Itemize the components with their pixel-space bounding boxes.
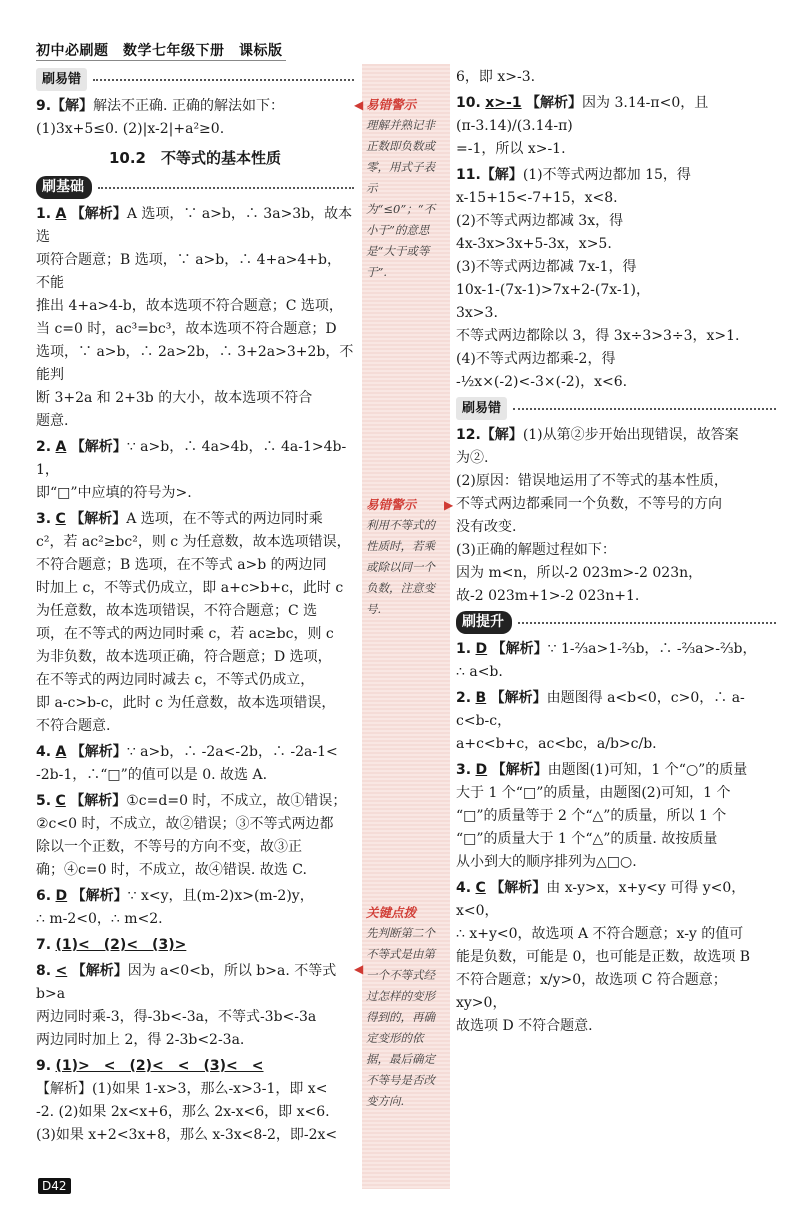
answer-item xyxy=(36,436,354,505)
text-line: C xyxy=(55,511,66,527)
side-note xyxy=(362,494,450,620)
text-line: 【解析】 xyxy=(491,641,548,657)
answer-item xyxy=(456,424,776,608)
text-line: 10x-1-(7x-1)>7x+2-(7x-1)， xyxy=(456,282,650,298)
text-line: “□”的质量大于 1 个“△”的质量. 故按质量 xyxy=(456,831,718,847)
text-line: 【解析】 xyxy=(71,888,128,904)
text-line: 【解】 xyxy=(51,98,94,114)
text-line: a+c<b+c，ac<bc，a/b>c/b. xyxy=(456,736,657,752)
answer-item xyxy=(36,790,354,882)
text-line: -½x×(-2)<-3×(-2)，x<6. xyxy=(456,374,628,390)
answer-item xyxy=(36,960,354,1052)
text-line: 7. xyxy=(36,937,52,953)
pointer-arrow-icon: ◀ xyxy=(354,962,364,976)
text-line: 项，在不等式的两边同时乘 c，若 ac≥bc，则 c xyxy=(36,626,334,642)
side-note xyxy=(362,902,450,1112)
text-line: 大于 1 个“□”的质量，由题图(2)可知，1 个 xyxy=(456,785,731,801)
text-line: (4)不等式两边都乘-2，得 xyxy=(456,351,616,367)
answer-item xyxy=(36,203,354,433)
text-line: 【解析】 xyxy=(71,963,128,979)
text-line: C xyxy=(475,880,486,896)
text-line: ∵ 1-⅔a>1-⅔b，∴ -⅔a>-⅔b， xyxy=(547,641,757,657)
text-line: 故选项 D 不符合题意. xyxy=(456,1018,593,1034)
dotted-rule xyxy=(98,187,354,189)
text-line: (1)从第②步开始出现错误，故答案 xyxy=(522,427,739,443)
text-line: 因为 3.14-π<0，且(π-3.14)/(3.14-π) xyxy=(456,95,709,134)
header-rule xyxy=(36,60,286,61)
section-label: 刷易错 xyxy=(36,68,87,91)
text-line: 两边同时乘-3，得-3b<-3a，不等式-3b<-3a xyxy=(36,1009,317,1025)
text-line: 从小到大的顺序排列为△□○. xyxy=(456,854,637,870)
text-line: 因为 m<n，所以-2 023m>-2 023n， xyxy=(456,565,703,581)
text-line: (2)原因：错误地运用了不等式的基本性质， xyxy=(456,473,728,489)
answer-item xyxy=(36,95,354,141)
text-line: 【解析】 xyxy=(490,690,547,706)
section-label: 刷易错 xyxy=(456,397,507,420)
text-line: 5. xyxy=(36,793,52,809)
text-line: 由题图(1)可知，1 个“○”的质量 xyxy=(547,762,748,778)
answer-item xyxy=(456,877,776,1038)
text-line: 3x>3. xyxy=(456,305,498,321)
text-line: 【解析】 xyxy=(70,439,127,455)
answer-item xyxy=(456,66,776,89)
text-line: 项符合题意；B 选项，∵ a>b，∴ 4+a>4+b，不能 xyxy=(36,252,341,291)
text-line: A xyxy=(55,439,67,455)
text-line: 确；④c=0 时，不成立，故④错误. 故选 C. xyxy=(36,862,307,878)
side-note-text: 先判断第二个不等式是由第一个不等式经过怎样的变形得到的，再确定变形的依据，最后确定不等号是否改变方向. xyxy=(366,926,435,1108)
answer-item xyxy=(456,638,776,684)
text-line: ∴ x+y<0，故选项 A 不符合题意；x-y 的值可 xyxy=(456,926,744,942)
text-line: 能是负数，可能是 0，也可能是正数，故选项 B xyxy=(456,949,751,965)
page-header: 初中必刷题 数学七年级下册 课标版 xyxy=(36,43,283,59)
text-line: 在不等式的两边同时减去 c，不等式仍成立， xyxy=(36,672,315,688)
text-line: 【解析】 xyxy=(526,95,583,111)
text-line: 6. xyxy=(36,888,52,904)
text-line: 因为 a<0<b，所以 b>a. 不等式 b>a xyxy=(36,963,337,1002)
text-line: 【解析】 xyxy=(491,762,548,778)
text-line: 不等式两边都除以 3，得 3x÷3>3÷3，x>1. xyxy=(456,328,740,344)
text-line: 不等式两边都乘同一个负数，不等号的方向 xyxy=(456,496,722,512)
text-line: ∴ m-2<0，∴ m<2. xyxy=(36,911,163,927)
text-line: < xyxy=(55,963,68,979)
margin-notes-strip xyxy=(362,64,450,1189)
section-bar-tisheng xyxy=(456,611,776,634)
section-bar-yicuo xyxy=(456,397,776,420)
answer-item xyxy=(456,687,776,756)
text-line: (1)3x+5≤0. (2)|x-2|+a²≥0. xyxy=(36,121,225,137)
answer-item xyxy=(36,741,354,787)
text-line: 2. xyxy=(36,439,52,455)
text-line: 推出 4+a>4-b，故本选项不符合题意；C 选项， xyxy=(36,298,343,314)
text-line: 不符合题意；B 选项，在不等式 a>b 的两边同 xyxy=(36,557,327,573)
text-line: 10. xyxy=(456,95,481,111)
text-line: D xyxy=(55,888,68,904)
text-line: (2)不等式两边都减 3x，得 xyxy=(456,213,624,229)
text-line: B xyxy=(475,690,487,706)
text-line: 当 c=0 时，ac³=bc³，故本选项不符合题意；D xyxy=(36,321,337,337)
text-line: 除以一个正数，不等号的方向不变，故③正 xyxy=(36,839,302,855)
text-line: 【解析】 xyxy=(70,206,127,222)
text-line: (1)不等式两边都加 15，得 xyxy=(522,167,691,183)
text-line: x>-1 xyxy=(485,95,522,111)
answer-item xyxy=(456,164,776,394)
text-line: 4. xyxy=(36,744,52,760)
page-number: D42 xyxy=(38,1178,71,1194)
left-column xyxy=(36,66,354,1150)
text-line: A 选项，∵ a>b，∴ 3a>3b，故本选 xyxy=(36,206,353,245)
pointer-arrow-icon: ▶ xyxy=(444,498,454,512)
text-line: -2. (2)如果 2x<x+6，那么 2x-x<6，即 x<6. xyxy=(36,1104,330,1120)
text-line: c²，若 ac²≥bc²，则 c 为任意数，故本选项错误， xyxy=(36,534,351,550)
text-line: 为②. xyxy=(456,450,489,466)
text-line: 4x-3x>3x+5-3x，x>5. xyxy=(456,236,612,252)
answer-item xyxy=(36,1055,354,1147)
side-note-title: 关键点拨 xyxy=(366,905,417,920)
answer-item xyxy=(456,759,776,874)
text-line: A xyxy=(55,206,67,222)
text-line: 【解】 xyxy=(480,167,523,183)
text-line: 由 x-y>x，x+y<y 可得 y<0，x<0， xyxy=(456,880,746,919)
side-note xyxy=(362,94,450,283)
text-line: ①c=d=0 时，不成立，故①错误； xyxy=(126,793,347,809)
text-line: 题意. xyxy=(36,413,69,429)
text-line: 12. xyxy=(456,427,481,443)
text-line: 选项，∵ a>b，∴ 2a>2b，∴ 3+2a>3+2b，不能判 xyxy=(36,344,354,383)
text-line: ∵ a>b，∴ -2a<-2b，∴ -2a-1< xyxy=(126,744,338,760)
text-line: 3. xyxy=(456,762,472,778)
text-line: 由题图得 a<b<0，c>0，∴ a-c<b-c， xyxy=(456,690,745,729)
text-line: 【解析】(1)如果 1-x>3，那么-x>3-1，即 x< xyxy=(36,1081,328,1097)
side-note-text: 理解并熟记非正数即负数或零，用式子表示为“≤0”；“不小于”的意思是“大于或等于”. xyxy=(366,118,436,279)
answer-item xyxy=(456,92,776,161)
answer-item xyxy=(36,885,354,931)
text-line: ∵ x<y，且(m-2)x>(m-2)y， xyxy=(127,888,314,904)
text-line: 【解析】 xyxy=(70,744,127,760)
text-line: 3. xyxy=(36,511,52,527)
section-label: 刷提升 xyxy=(456,611,512,634)
text-line: 11. xyxy=(456,167,481,183)
text-line: (3)正确的解题过程如下： xyxy=(456,542,616,558)
text-line: x-15+15<-7+15，x<8. xyxy=(456,190,618,206)
text-line: A xyxy=(55,744,67,760)
text-line: A 选项，在不等式的两边同时乘 xyxy=(126,511,323,527)
text-line: (1)> < (2)< < (3)< < xyxy=(55,1058,264,1074)
section-bar-jichu xyxy=(36,176,354,199)
text-line: ②c<0 时，不成立，故②错误；③不等式两边都 xyxy=(36,816,334,832)
answer-item xyxy=(36,508,354,738)
side-note-title: 易错警示 xyxy=(366,497,417,512)
section-title: 10.2 不等式的基本性质 xyxy=(108,149,281,167)
text-line: ∵ a>b，∴ 4a>4b，∴ 4a-1>4b-1， xyxy=(36,439,347,478)
side-note-text: 利用不等式的性质时，若乘或除以同一个负数，注意变号. xyxy=(366,518,435,616)
text-line: 8. xyxy=(36,963,52,979)
text-line: 故-2 023m+1>-2 023n+1. xyxy=(456,588,640,604)
text-line: ∴ a<b. xyxy=(456,664,503,680)
section-label: 刷基础 xyxy=(36,176,92,199)
text-line: 9. xyxy=(36,98,52,114)
dotted-rule xyxy=(93,79,354,81)
text-line: (3)如果 x+2<3x+8，那么 x-3x<8-2，即-2x< xyxy=(36,1127,338,1143)
text-line: 不符合题意. xyxy=(36,718,111,734)
text-line: 不符合题意；x/y>0，故选项 C 符合题意；xy>0， xyxy=(456,972,727,1011)
text-line: D xyxy=(475,762,488,778)
text-line: 解法不正确. 正确的解法如下： xyxy=(93,98,284,114)
text-line: 【解析】 xyxy=(70,511,127,527)
answer-item xyxy=(36,934,354,957)
text-line: 【解析】 xyxy=(490,880,547,896)
text-line: 【解】 xyxy=(480,427,523,443)
text-line: 1. xyxy=(36,206,52,222)
pointer-arrow-icon: ◀ xyxy=(354,98,364,112)
dotted-rule xyxy=(513,408,776,410)
dotted-rule xyxy=(518,622,776,624)
text-line: (1)< (2)< (3)> xyxy=(55,937,187,953)
text-line: 【解析】 xyxy=(70,793,127,809)
section-bar-yicuo xyxy=(36,68,354,91)
text-line: =-1，所以 x>-1. xyxy=(456,141,566,157)
text-line: “□”的质量等于 2 个“△”的质量，所以 1 个 xyxy=(456,808,727,824)
text-line: 两边同时加上 2，得 2-3b<2-3a. xyxy=(36,1032,245,1048)
text-line: -2b-1，∴“□”的值可以是 0. 故选 A. xyxy=(36,767,268,783)
right-column xyxy=(456,66,776,1041)
text-line: D xyxy=(475,641,488,657)
text-line: 为任意数，故本选项错误，不符合题意；C 选 xyxy=(36,603,318,619)
text-line: 6，即 x>-3. xyxy=(456,69,536,85)
text-line: 4. xyxy=(456,880,472,896)
text-line: C xyxy=(55,793,66,809)
text-line: 即 a-c>b-c，此时 c 为任意数，故本选项错误， xyxy=(36,695,336,711)
text-line: 时加上 c，不等式仍成立，即 a+c>b+c，此时 c xyxy=(36,580,344,596)
text-line: 1. xyxy=(456,641,472,657)
text-line: (3)不等式两边都减 7x-1，得 xyxy=(456,259,637,275)
text-line: 为非负数，故本选项正确，符合题意；D 选项， xyxy=(36,649,332,665)
text-line: 即“□”中应填的符号为>. xyxy=(36,485,192,501)
side-note-title: 易错警示 xyxy=(366,97,417,112)
text-line: 2. xyxy=(456,690,472,706)
text-line: 没有改变. xyxy=(456,519,517,535)
text-line: 断 3+2a 和 2+3b 的大小，故本选项不符合 xyxy=(36,390,313,406)
text-line: 9. xyxy=(36,1058,52,1074)
